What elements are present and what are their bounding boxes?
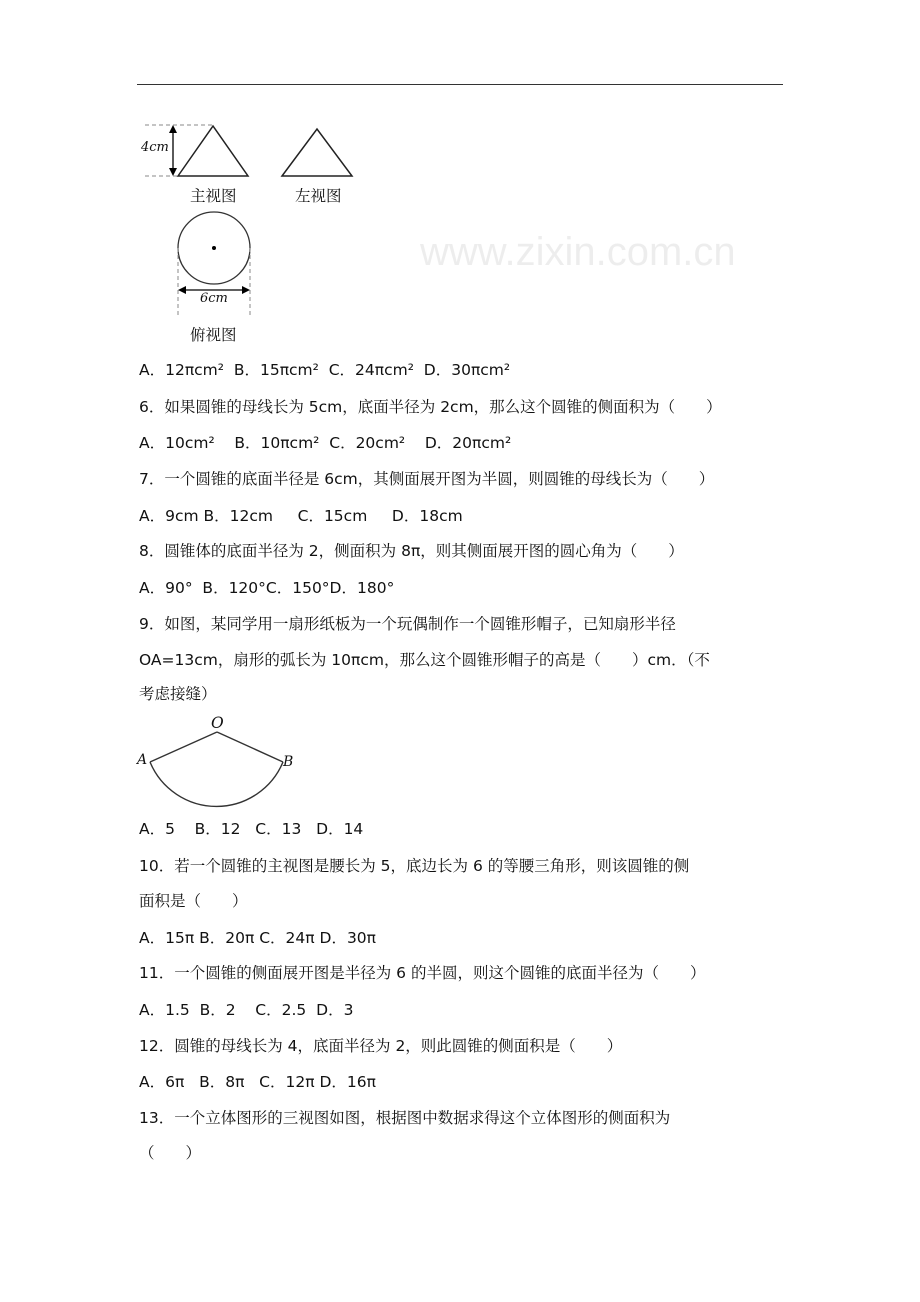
q13-line1: 13．一个立体图形的三视图如图，根据图中数据求得这个立体图形的侧面积为 bbox=[139, 1109, 671, 1127]
q9-options: A．5 B．12 C．13 D．14 bbox=[139, 820, 364, 838]
q12-options: A．6π B．8π C．12π D．16π bbox=[139, 1073, 376, 1091]
front-view-caption: 主视图 bbox=[190, 187, 237, 205]
q11-question: 11．一个圆锥的侧面展开图是半径为 6 的半圆，则这个圆锥的底面半径为（ ） bbox=[139, 964, 706, 982]
q10-options: A．15π B．20π C．24π D．30π bbox=[139, 929, 376, 947]
q10-line2: 面积是（ ） bbox=[139, 892, 248, 910]
q8-question: 8．圆锥体的底面半径为 2，侧面积为 8π，则其侧面展开图的圆心角为（ ） bbox=[139, 542, 684, 560]
point-b-label: B bbox=[283, 754, 294, 770]
height-label: 4cm bbox=[141, 140, 169, 155]
q8-options: A．90° B．120°C．150°D．180° bbox=[139, 579, 395, 597]
q9-line3: 考虑接缝） bbox=[139, 685, 217, 703]
q12-question: 12．圆锥的母线长为 4，底面半径为 2，则此圆锥的侧面积是（ ） bbox=[139, 1037, 623, 1055]
q5-options: A．12πcm² B．15πcm² C．24πcm² D．30πcm² bbox=[139, 361, 511, 379]
left-view-caption: 左视图 bbox=[295, 187, 342, 205]
q6-options: A．10cm² B．10πcm² C．20cm² D．20πcm² bbox=[139, 434, 512, 452]
three-view-figure bbox=[135, 118, 365, 318]
header-rule bbox=[137, 84, 783, 85]
q13-line2: （ ） bbox=[139, 1144, 202, 1162]
q11-options: A．1.5 B．2 C．2.5 D．3 bbox=[139, 1001, 354, 1019]
q9-line1: 9．如图，某同学用一扇形纸板为一个玩偶制作一个圆锥形帽子，已知扇形半径 bbox=[139, 615, 676, 633]
point-o-label: O bbox=[211, 714, 224, 732]
q7-question: 7．一个圆锥的底面半径是 6cm，其侧面展开图为半圆，则圆锥的母线长为（ ） bbox=[139, 470, 715, 488]
q6-question: 6．如果圆锥的母线长为 5cm，底面半径为 2cm，那么这个圆锥的侧面积为（ ） bbox=[139, 398, 722, 416]
q9-line2: OA=13cm，扇形的弧长为 10πcm，那么这个圆锥形帽子的高是（ ）cm．（不 bbox=[139, 651, 710, 669]
width-label: 6cm bbox=[200, 291, 228, 306]
q7-options: A．9cm B．12cm C．15cm D．18cm bbox=[139, 507, 463, 525]
point-a-label: A bbox=[137, 752, 148, 768]
watermark: www.zixin.com.cn bbox=[420, 230, 736, 274]
q10-line1: 10．若一个圆锥的主视图是腰长为 5，底边长为 6 的等腰三角形，则该圆锥的侧 bbox=[139, 857, 690, 875]
top-view-caption: 俯视图 bbox=[190, 326, 237, 344]
